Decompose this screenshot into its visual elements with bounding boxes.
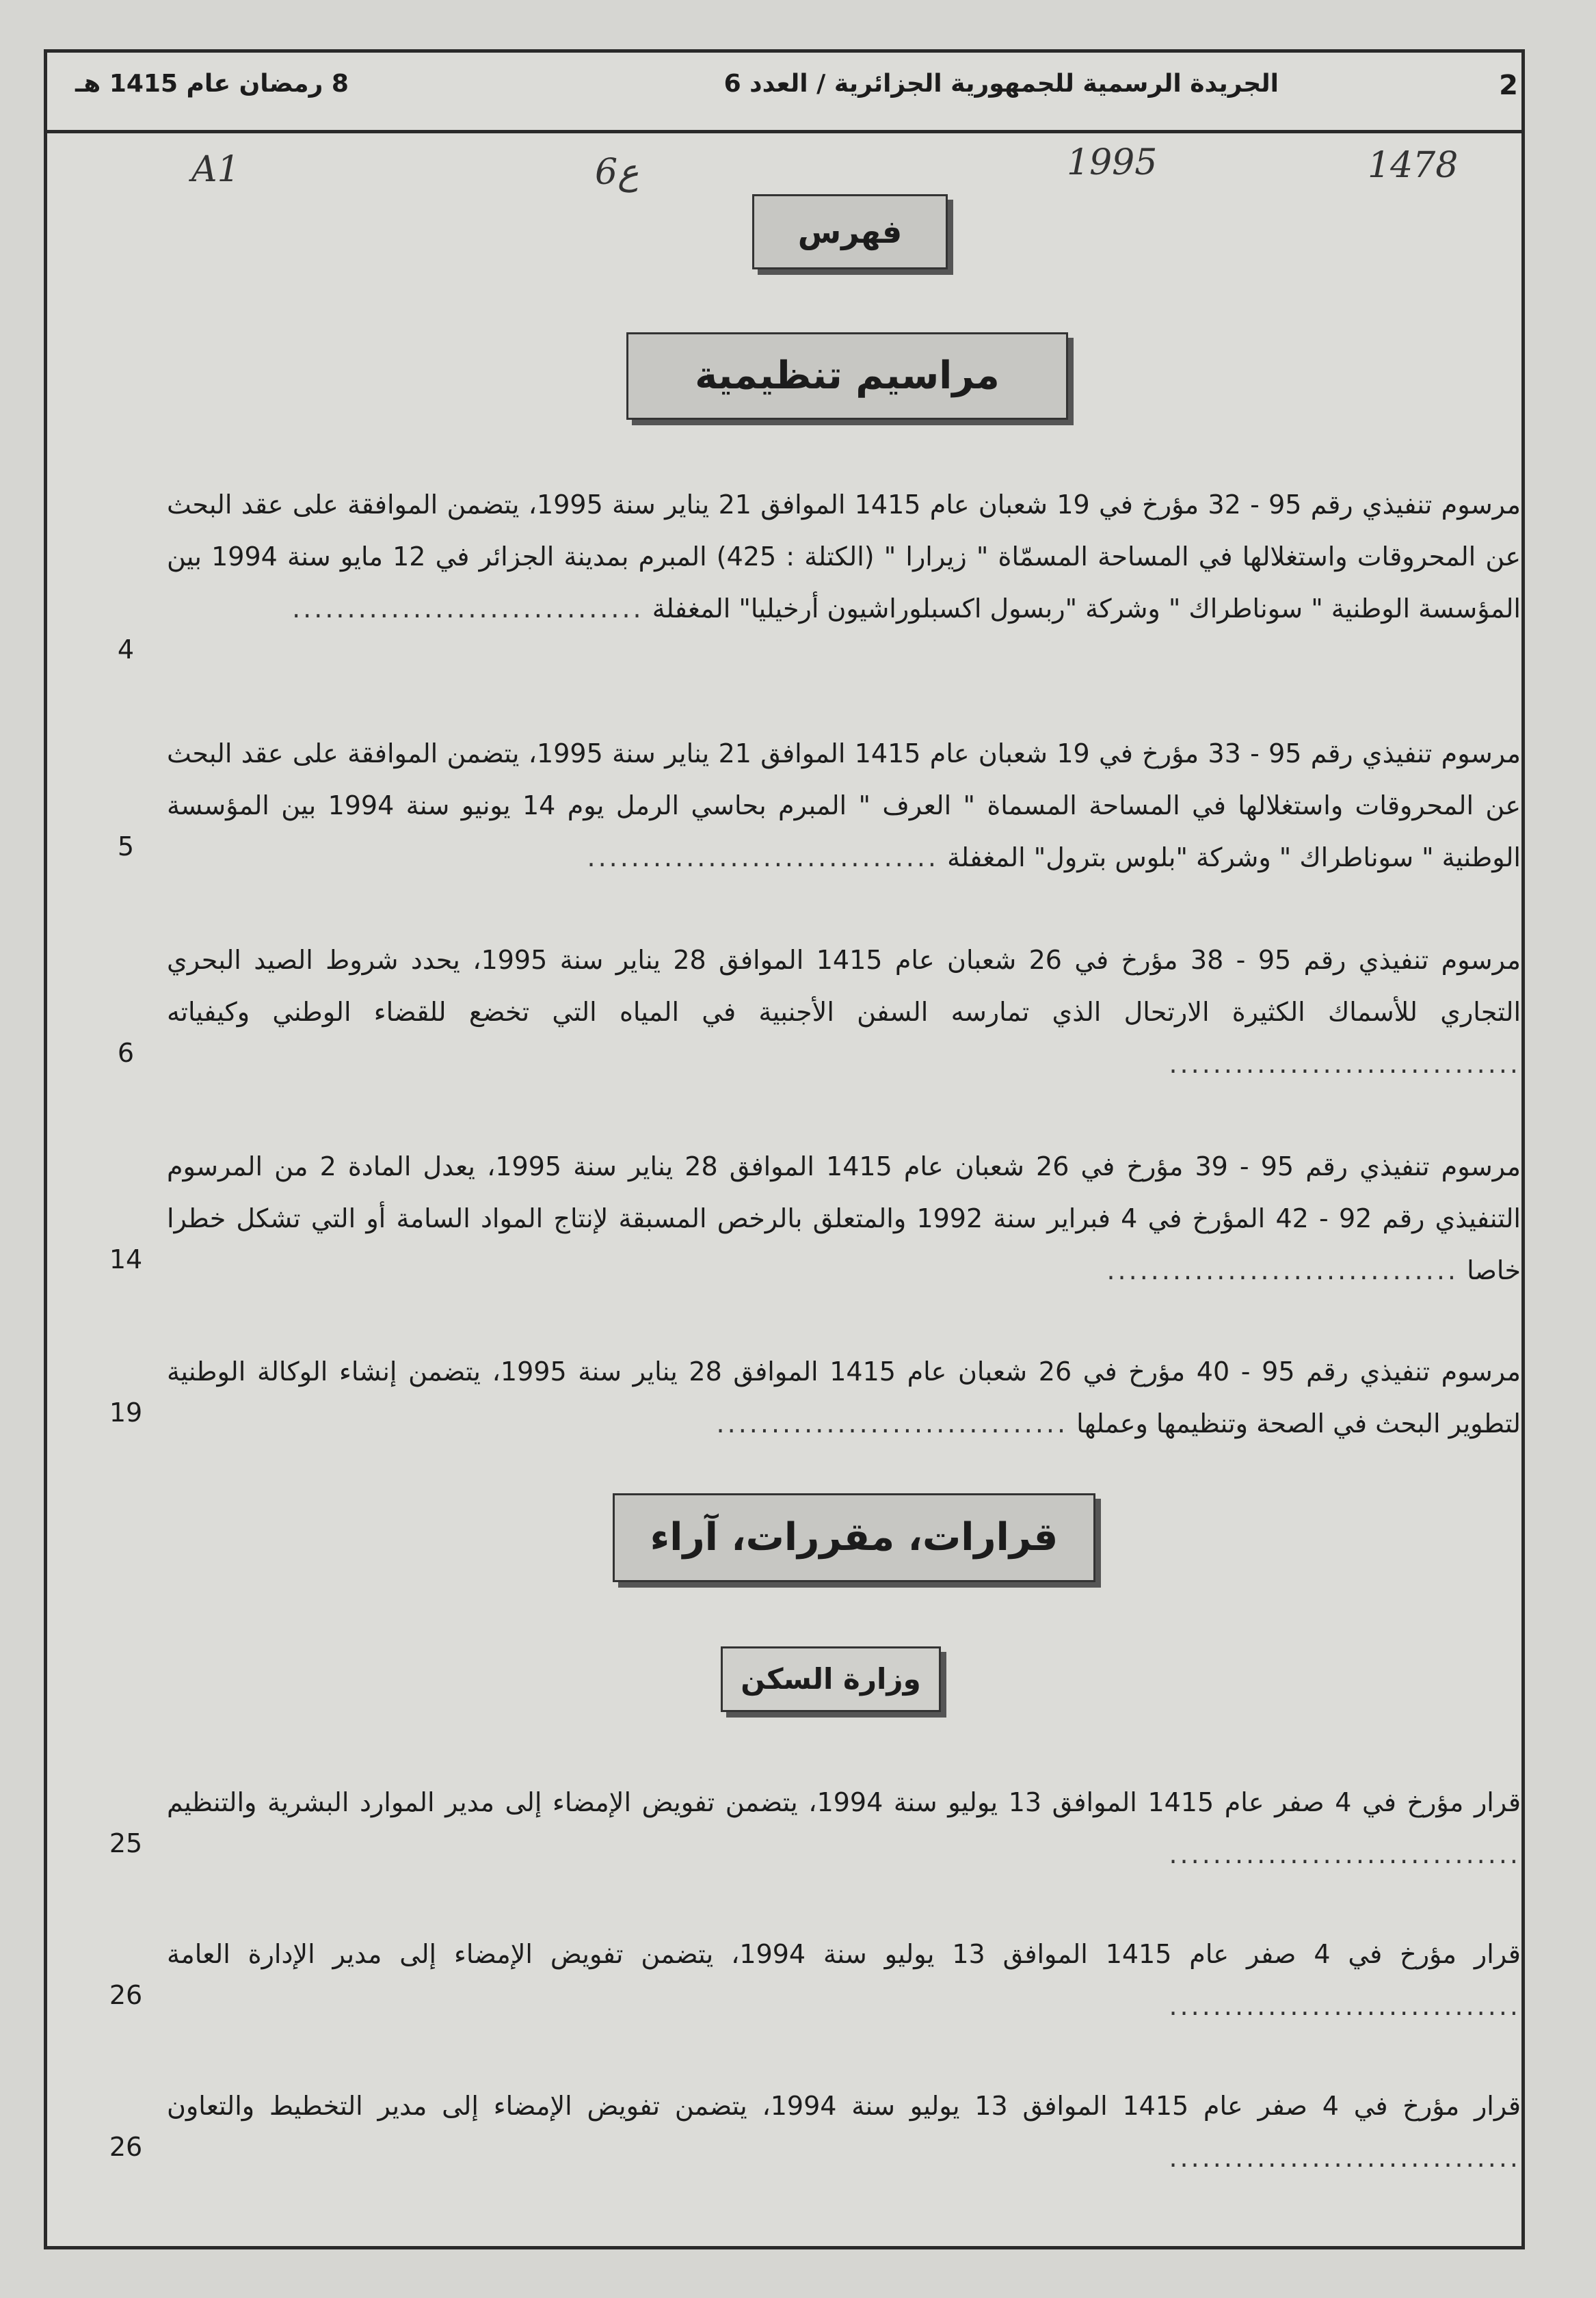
handwritten-note-left: A1 xyxy=(191,149,240,190)
leader-dots: ................................ xyxy=(716,1408,1069,1439)
index-title-box xyxy=(752,194,948,269)
entry-text: مرسوم تنفيذي رقم 95 - 32 مؤرخ في 19 شعبان عام 1415 الموافق 21 يناير سنة 1995، يتضمن الموافقة على عقد البحث عن المحروقات واستغلالها في المساحة المسمّاة " زيرارا " (الكتلة : 425) المبرم بمدينة الجزائر في 12 مايو سنة 1994 بين المؤسسة الوطنية " سوناطراك " وشركة "ربسول اكسبلوراشيون أرخيليا" المغفلة xyxy=(167,490,1521,624)
handwritten-note-mid-left: 6ع xyxy=(595,152,639,193)
entry-page-number: 6 xyxy=(117,1038,135,1068)
entry-page-number: 4 xyxy=(117,634,135,665)
leader-dots: ................................ xyxy=(292,593,644,624)
entry-text: مرسوم تنفيذي رقم 95 - 40 مؤرخ في 26 شعبان عام 1415 الموافق 28 يناير سنة 1995، يتضمن إنشاء الوكالة الوطنية لتطوير البحث في الصحة وتنظيمها وعملها xyxy=(167,1357,1521,1439)
entry-text: مرسوم تنفيذي رقم 95 - 38 مؤرخ في 26 شعبان عام 1415 الموافق 28 يناير سنة 1995، يحدد شروط الصيد البحري التجاري للأسماك الكثيرة الارتحال الذي تمارسه السفن الأجنبية في المياه التي تخضع للقضاء الوطني وكيفياته xyxy=(167,945,1521,1027)
header-bar xyxy=(55,60,1518,123)
ministry-title: وزارة السكن xyxy=(741,1662,921,1696)
header-page-number: 2 xyxy=(1499,70,1518,101)
list-item-decision-3 xyxy=(109,2080,1521,2184)
list-item-decree-95-40 xyxy=(109,1346,1521,1449)
handwritten-note-mid-right: 1995 xyxy=(1067,142,1158,183)
header-rule xyxy=(44,130,1525,133)
header-title: الجريدة الرسمية للجمهورية الجزائرية / العدد 6 xyxy=(723,70,1279,98)
entry-page-number: 26 xyxy=(109,2132,143,2162)
leader-dots: ................................ xyxy=(1169,1991,1521,2021)
decrees-title-box xyxy=(626,332,1068,420)
entry-text: مرسوم تنفيذي رقم 95 - 33 مؤرخ في 19 شعبان عام 1415 الموافق 21 يناير سنة 1995، يتضمن الموافقة على عقد البحث عن المحروقات واستغلالها في المساحة المسماة " العرف " المبرم بحاسي الرمل يوم 14 يونيو سنة 1994 بين المؤسسة الوطنية " سوناطراك " وشركة "بلوس بترول" المغفلة xyxy=(167,738,1521,872)
entry-page-number: 19 xyxy=(109,1398,143,1428)
decrees-title: مراسيم تنظيمية xyxy=(695,353,1000,398)
entry-text: قرار مؤرخ في 4 صفر عام 1415 الموافق 13 يوليو سنة 1994، يتضمن تفويض الإمضاء إلى مدير الإدارة العامة xyxy=(167,1939,1521,1969)
list-item-decree-95-39 xyxy=(109,1140,1521,1296)
leader-dots: ................................ xyxy=(587,842,940,872)
leader-dots: ................................ xyxy=(1169,1839,1521,1869)
list-item-decree-95-38 xyxy=(117,934,1521,1090)
entry-page-number: 14 xyxy=(109,1244,143,1274)
entry-page-number: 26 xyxy=(109,1980,143,2010)
leader-dots: ................................ xyxy=(1106,1255,1459,1285)
list-item-decision-1 xyxy=(109,1776,1521,1880)
ministry-title-box xyxy=(721,1646,941,1712)
entry-page-number: 25 xyxy=(109,1828,143,1858)
list-item-decision-2 xyxy=(109,1928,1521,2032)
leader-dots: ................................ xyxy=(1169,2143,1521,2173)
entry-text: مرسوم تنفيذي رقم 95 - 39 مؤرخ في 26 شعبان عام 1415 الموافق 28 يناير سنة 1995، يعدل المادة 2 من المرسوم التنفيذي رقم 92 - 42 المؤرخ في 4 فبراير سنة 1992 والمتعلق بالرخص المسبقة لإنتاج المواد السامة أو التي تشكل خطرا خاصا xyxy=(167,1151,1521,1285)
list-item-decree-95-32 xyxy=(117,479,1521,665)
leader-dots: ................................ xyxy=(1169,1049,1521,1079)
handwritten-note-right: 1478 xyxy=(1368,145,1459,186)
list-item-decree-95-33 xyxy=(117,727,1521,883)
decisions-title: قرارات، مقررات، آراء xyxy=(650,1515,1059,1560)
index-title: فهرس xyxy=(797,213,903,250)
header-date: 8 رمضان عام 1415 هـ xyxy=(75,70,349,98)
entry-text: قرار مؤرخ في 4 صفر عام 1415 الموافق 13 يوليو سنة 1994، يتضمن تفويض الإمضاء إلى مدير الموارد البشرية والتنظيم xyxy=(167,1787,1521,1817)
decisions-title-box xyxy=(613,1493,1095,1582)
entry-page-number: 5 xyxy=(117,831,135,861)
entry-text: قرار مؤرخ في 4 صفر عام 1415 الموافق 13 يوليو سنة 1994، يتضمن تفويض الإمضاء إلى مدير التخطيط والتعاون xyxy=(167,2091,1521,2121)
